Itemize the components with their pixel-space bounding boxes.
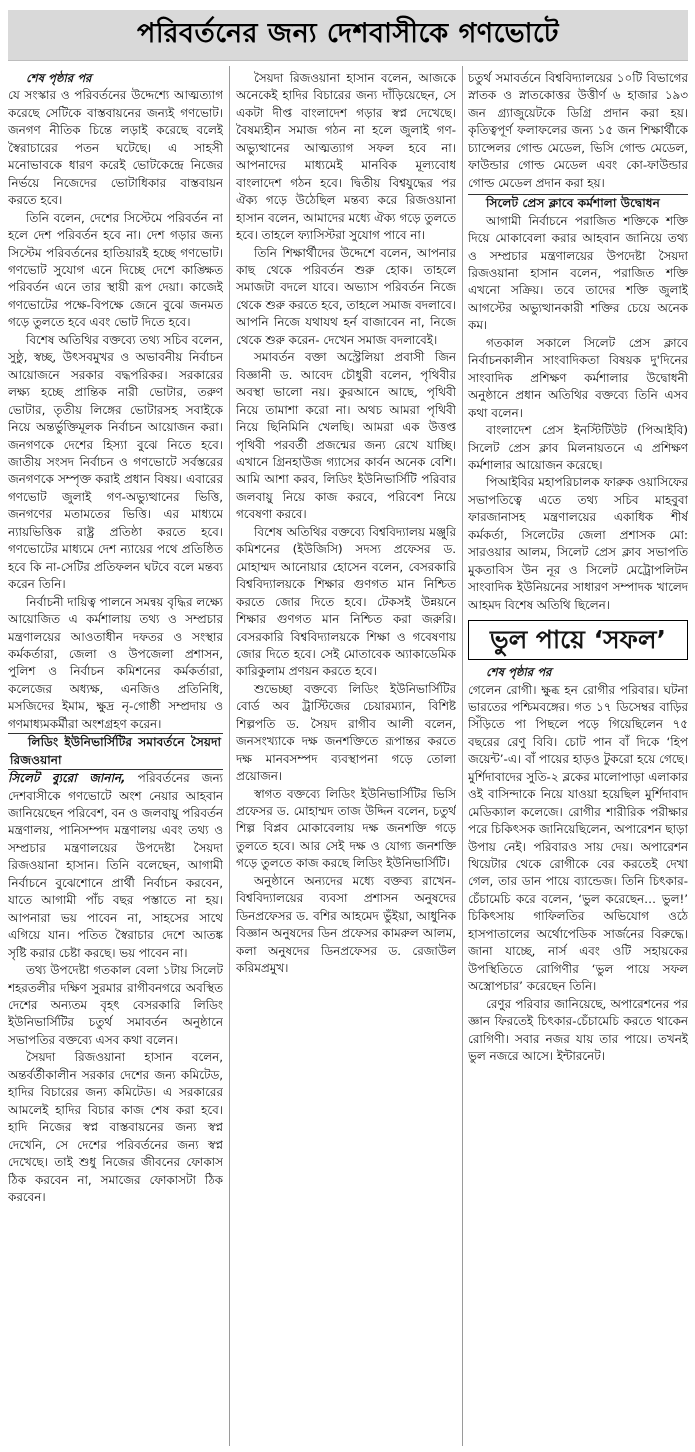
continued-label: শেষ পৃষ্ঠার পর (26, 71, 92, 85)
column-1 (8, 70, 223, 1446)
article3-paragraph-1: আগামী নির্বাচনে পরাজিত শক্তিকে শক্তি দিয়ে মোকাবেলা করার আহবান জানিয়ে তথ্য ও সম্প্রচার মন্ত্রণালয়ের উপদেষ্টা সৈয়দা রিজওয়ানা হাসান বলেন, পরাজিত শক্তি এখনো সক্রিয়। তবে তাদের শক্তি জুলাই আগস্টের অভ্যুত্থানকারী শক্তির চেয়ে অনেক কম। (468, 213, 688, 333)
article1-paragraph-1: যে সংস্কার ও পরিবর্তনের উদ্দেশ্যে আত্মত্যাগ করেছে সেটিকে বাস্তবায়নের জন্যই গণভোট। জনগণ নীতিক চিন্তে লড়াই করেছে বলেই স্বৈরাচারের পতন ঘটেছে। এ সাহসী মনোভাবকে ধারণ করেই ভোটকেন্দ্রে নিজের নির্ভয়ে নিজেদের ভোটাধিকার বাস্তবায়ন করতে হবে। (8, 88, 223, 208)
dateline: সিলেট ব্যুরো জানান, (8, 771, 126, 786)
article3-subhead: সিলেট প্রেস ক্লাবে কর্মশালা উদ্বোধন (468, 194, 688, 212)
article2-paragraph-9: স্বাগত বক্তব্যে লিডিং ইউনিভার্সিটির ভিসি প্রফেসর ড. মোহাম্মদ তাজ উদ্দিন বলেন, চতুর্থ শিল্প বিপ্লব মোকাবেলায় দক্ষ জনশক্তি গড়ে তুলতে হবে। আর সেই দক্ষ ও যোগ্য জনশক্তি গড়ে তুলতে কাজ করছে লিডিং ইউনিভার্সিটি। (236, 786, 456, 871)
article2-paragraph-6: সমাবর্তন বক্তা অস্ট্রেলিয়া প্রবাসী জিন বিজ্ঞানী ড. আবেদ চৌধুরী বলেন, পৃথিবীর অবস্থা ভালো নয়। কুরআনে আছে, পৃথিবী নিয়ে তামাশা করো না। অথচ আমরা পৃথিবী নিয়ে ছিনিমিনি খেলছি। আমরা এক উত্তপ্ত পৃথিবী পরবর্তী প্রজন্মের জন্য রেখে যাচ্ছি। এখানে গ্রিনহাউজ গ্যাসের কার্বন অনেক বেশি। আমি আশা করব, লিডিং ইউনিভার্সিটি পরিবার জলবায়ু নিয়ে কাজ করবে, পরিবেশ নিয়ে গবেষণা করবে। (236, 350, 456, 522)
article4-paragraph-2: রেণুর পরিবার জানিয়েছে, অপারেশনের পর জ্ঞান ফিরতেই চিৎকার-চেঁচামেচি করতে থাকেন রোগিণী। সবার নজর যায় তার পায়ে। তখনই ভুল নজরে আসে। ইন্টারনেট। (468, 996, 688, 1064)
article2-subhead: লিডিং ইউনিভার্সিটির সমাবর্তনে সৈয়দা রিজওয়ানা (8, 733, 223, 770)
article1-paragraph-2: তিনি বলেন, দেশের সিস্টেমে পরিবর্তন না হলে দেশ পরিবর্তন হবে না। দেশ গড়ার জন্য সিস্টেম পরিবর্তনের হাতিয়ারই হচ্ছে গণভোট। গণভোট সুযোগ এনে দিচ্ছে দেশে কাঙ্ক্ষিত পরিবর্তন এনে তার স্থায়ী রূপ দেয়া। কাজেই গণভোটের পক্ষে-বিপক্ষে জেনে বুঝে জনমত গড়ে তুলতে হবে এবং ভোট দিতে হবে। (8, 210, 223, 330)
article4-continued-label: শেষ পৃষ্ঠার পর (486, 665, 552, 680)
article2-paragraph-5: তিনি শিক্ষার্থীদের উদ্দেশে বলেন, আপনার কাছ থেকে পরিবর্তন শুরু হোক। তাহলে সমাজটা বদলে যাবে। অভ্যাস পরিবর্তন নিজে থেকে শুরু করতে হবে, তাহলে সমাজ বদলাবে। আপনি নিজে যথাযথ হর্ন বাজাবেন না, নিজে থেকে শুরু করেন- দেখেন সমাজ বদলাবেই। (236, 245, 456, 347)
article1-paragraph-4: নির্বাচনী দায়িত্ব পালনে সমন্বয় বৃদ্ধির লক্ষ্যে আয়োজিত এ কর্মশালায় তথ্য ও সম্প্রচার মন্ত্রণালয়ের আওতাধীন দফতর ও সংস্থার কর্মকর্তারা, জেলা ও উপজেলা প্রশাসন, পুলিশ ও নির্বাচন কমিশনের কর্মকর্তারা, কলেজের অধ্যক্ষ, এনজিও প্রতিনিধি, মসজিদের ইমাম, ক্ষুদ্র নৃ-গোষ্ঠী সম্প্রদায় ও গণমাধ্যমকর্মীরা অংশগ্রহণ করেন। (8, 594, 223, 731)
column-2 (236, 70, 456, 1446)
article1-paragraph-3: বিশেষ অতিথির বক্তব্যে তথ্য সচিব বলেন, সুষ্ঠু, স্বচ্ছ, উৎসবমুখর ও অভাবনীয় নির্বাচন আয়োজনে সরকার বদ্ধপরিকর। সরকারের লক্ষ্য হচ্ছে প্রান্তিক নারী ভোটার, তরুণ ভোটার, তৃতীয় লিঙ্গের ভোটারসহ সবাইকে নিয়ে অন্তর্ভুক্তিমূলক নির্বাচন আয়োজন করা। জনগণকে দেশের হিস্যা বুঝে নিতে হবে। জাতীয় সংসদ নির্বাচন ও গণভোটে সর্বস্তরের জনগণকে সম্পৃক্ত করাই প্রধান বিষয়। এবারের গণভোট জুলাই গণ-অভ্যুত্থানের ভিত্তি, জনগণের মতামতের ভিত্তি। এর মাধ্যমে ন্যায়ভিত্তিক রাষ্ট্র প্রতিষ্ঠা করতে হবে। গণভোটের মাধ্যমে দেশ ন্যায়ের পথে প্রতিষ্ঠিত হবে কি না-সেটির প্রতিফলন ঘটবে বলে মন্তব্য করেন তিনি। (8, 332, 223, 592)
column-3 (468, 70, 688, 1446)
article2-paragraph-7: বিশেষ অতিথির বক্তব্যে বিশ্ববিদ্যালয় মঞ্জুরি কমিশনের (ইউজিসি) সদস্য প্রফেসর ড. মোহাম্মদ আনোয়ার হোসেন বলেন, বেসরকারি বিশ্ববিদ্যালয়কে শিক্ষার গুণগত মান নিশ্চিত করতে জোর দিতে হবে। টেকসই উন্নয়নে শিক্ষার গুণগত মান নিশ্চিত করা জরুরি। বেসরকারি বিশ্ববিদ্যালয়কে শিক্ষা ও গবেষণায় জোর দিতে হবে। সেই মোতাবেক অ্যাকাডেমিক কারিকুলাম প্রণয়ন করতে হবে। (236, 524, 456, 679)
page-headline: পরিবর্তনের জন্য দেশবাসীকে গণভোটে (8, 10, 688, 61)
column-divider-1 (229, 66, 230, 1446)
article2-paragraph-2: তথ্য উপদেষ্টা গতকাল বেলা ১টায় সিলেট শহরতলীর দক্ষিণ সুরমার রাগীবনগরে অবস্থিত দেশের অন্যতম বৃহৎ বেসরকারি লিডিং ইউনিভার্সিটির চতুর্থ সমাবর্তন অনুষ্ঠানে সভাপতির বক্তব্যে এসব কথা বলেন। (8, 963, 223, 1047)
column-divider-2 (462, 66, 463, 1446)
article2-paragraph-1 (8, 770, 223, 962)
article2-paragraph-10: অনুষ্ঠানে অন্যদের মধ্যে বক্তব্য রাখেন- বিশ্ববিদ্যালয়ের ব্যবসা প্রশাসন অনুষদের ডিনপ্রফেসর ড. বশির আহমেদ ভুঁইয়া, আধুনিক বিজ্ঞান অনুষদের ডিন প্রফেসর কামরুল আলম, কলা অনুষদের ডিনপ্রফেসর ড. রেজাউল করিমপ্রমুখ। (236, 873, 456, 976)
article4-headline: ভুল পায়ে ‘সফল’ (468, 620, 688, 660)
article2-paragraph-8: শুভেচ্ছা বক্তব্যে লিডিং ইউনিভার্সিটির বোর্ড অব ট্রাস্টিজের চেয়ারম্যান, বিশিষ্ট শিল্পপতি ড. সৈয়দ রাগীব আলী বলেন, জনসংখ্যাকে দক্ষ জনশক্তিতে রূপান্তর করতে দক্ষ মানবসম্পদ ব্যবস্থাপনা গড়ে তোলা প্রয়োজন। (236, 681, 456, 784)
article2-paragraph-3: সৈয়দা রিজওয়ানা হাসান বলেন, অন্তর্বর্তীকালীন সরকার দেশের জন্য কমিটেড, হাদির বিচারের জন্য কমিটেড। এ সরকারের আমলেই হাদির বিচার কাজ শেষ করা হবে। হাদি নিজের স্বপ্ন বাস্তবায়নের জন্য স্বপ্ন দেখেনি, সে দেশের পরিবর্তনের জন্য স্বপ্ন দেখেছে। তাই শুধু নিজের জীবনের ফোকাস ঠিক করবেন না, সমাজের ফোকাসটা ঠিক করবেন। (8, 1050, 223, 1204)
article3-paragraph-4: পিআইবির মহাপরিচালক ফারুক ওয়াসিফের সভাপতিত্বে এতে তথ্য সচিব মাহবুবা ফারজানাসহ মন্ত্রণালয়ের একাধিক শীর্ষ কর্মকর্তা, সিলেটের জেলা প্রশাসক মো: সারওয়ার আলম, সিলেট প্রেস ক্লাব সভাপতি মুকতাবিস উন নূর ও সিলেট মেট্রোপলিটন সাংবাদিক ইউনিয়নের সাধারণ সম্পাদক খালেদ আহমদ বিশেষ অতিথি ছিলেন। (468, 475, 688, 612)
article2-paragraph-11: চতুর্থ সমাবর্তনে বিশ্ববিদ্যালয়ের ১০টি বিভাগের স্নাতক ও স্নাতকোত্তর উত্তীর্ণ ৬ হাজার ১৯৩ জন গ্র্যাজুয়েটকে ডিগ্রি প্রদান করা হয়। কৃতিত্বপূর্ণ ফলাফলের জন্য ১৫ জন শিক্ষার্থীকে চ্যান্সেলর গোল্ড মেডেল, ভিসি গোল্ড মেডেল, ফাউন্ডার গোল্ড মেডেল এবং কো-ফাউন্ডার গোল্ড মেডেল প্রদান করা হয়। (468, 71, 688, 190)
article4-paragraph-1: গেলেন রোগী। ক্ষুব্ধ হন রোগীর পরিবার। ঘটনা ভারতের পশ্চিমবঙ্গের। গত ১৭ ডিসেম্বর বাড়ির সিঁড়িতে পা পিছলে পড়ে গিয়েছিলেন ৭৫ বছরের রেণু বিবি। চোট পান বাঁ দিকে ‘হিপ জয়েন্ট’-এ। বাঁ পায়ের হাড়ও টুকরো হয়ে গেছে। মুর্শিদাবাদের সুতি-২ ব্লকের মালোপাড়া এলাকার ওই বাসিন্দাকে নিয়ে যাওয়া হয়েছিল মুর্শিদাবাদ মেডিক্যাল কলেজে। রোগীর শারীরিক পরীক্ষার পরে চিকিৎসক জানিয়েছিলেন, অপারেশন ছাড়া উপায় নেই। পরিবারও সায় দেয়। অপারেশন থিয়েটার থেকে রোগীকে বের করতেই দেখা গেল, তার ডান পায়ে ব্যান্ডেজ। তিনি চিৎকার-চেঁচামেচি করে বলেন, ‘ভুল করেছেন… ভুল!’ চিকিৎসায় গাফিলতির অভিযোগ ওঠে হাসপাতালের অর্থোপেডিক সার্জনের বিরুদ্ধে। জানা যাচ্ছে, নার্স এবং ওটি সহায়কের উপস্থিতিতে রোগিণীর ‘ভুল পায়ে সফল অস্ত্রোপচার’ করেছেন তিনি। (468, 682, 688, 994)
article2-paragraph-1-text: পরিবর্তনের জন্য দেশবাসীকে গণভোটে অংশ নেয়ার আহবান জানিয়েছেন পরিবেশ, বন ও জলবায়ু পরিবর্তন মন্ত্রণালয়, পানিসম্পদ মন্ত্রণালয় এবং তথ্য ও সম্প্রচার মন্ত্রণালয়ের উপদেষ্টা সৈয়দা রিজওয়ানা হাসান। তিনি বলেছেন, আগামী নির্বাচনে বুঝেশোনে প্রার্থী নির্বাচন করবেন, যাতে আগামী পাঁচ বছর পস্তাতে না হয়। আপনারা ভয় পাবেন না, সাহসের সাথে এগিয়ে যান। পতিত স্বৈরাচার দেশে আতঙ্ক সৃষ্টি করার চেষ্টা করছে। ভয় পাবেন না। (8, 771, 223, 960)
article3-paragraph-2: গতকাল সকালে সিলেট প্রেস ক্লাবে নির্বাচনকালীন সাংবাদিকতা বিষয়ক দু'দিনের সাংবাদিক প্রশিক্ষণ কর্মশালার উদ্বোধনী অনুষ্ঠানে প্রধান অতিথির বক্তব্যে তিনি এসব কথা বলেন। (468, 335, 688, 420)
article2-paragraph-4: সৈয়দা রিজওয়ানা হাসান বলেন, আজকে অনেকেই হাদির বিচারের জন্য দাঁড়িয়েছেন, সে একটা দীপ্ত বাংলাদেশ গড়ার স্বপ্ন দেখেছে। বৈষম্যহীন সমাজ গঠন না হলে জুলাই গণ-অভ্যুত্থানের আত্মত্যাগ সফল হবে না। আপনাদের মাধ্যমেই মানবিক মূল্যবোধ বাংলাদেশ গঠন হবে। দ্বিতীয় বিশ্বযুদ্ধের পর ঐক্য গড়ে উঠেছিল মন্তব্য করে রিজওয়ানা হাসান বলেন, আমাদের মধ্যে ঐক্য গড়ে তুলতে হবে। তাহলে ফ্যাসিস্টরা সুযোগ পাবে না। (236, 71, 456, 243)
article3-paragraph-3: বাংলাদেশ প্রেস ইনস্টিটিউট (পিআইবি) সিলেট প্রেস ক্লাব মিলনায়তনে এ প্রশিক্ষণ কর্মশালার আয়োজন করেছে। (468, 423, 688, 472)
